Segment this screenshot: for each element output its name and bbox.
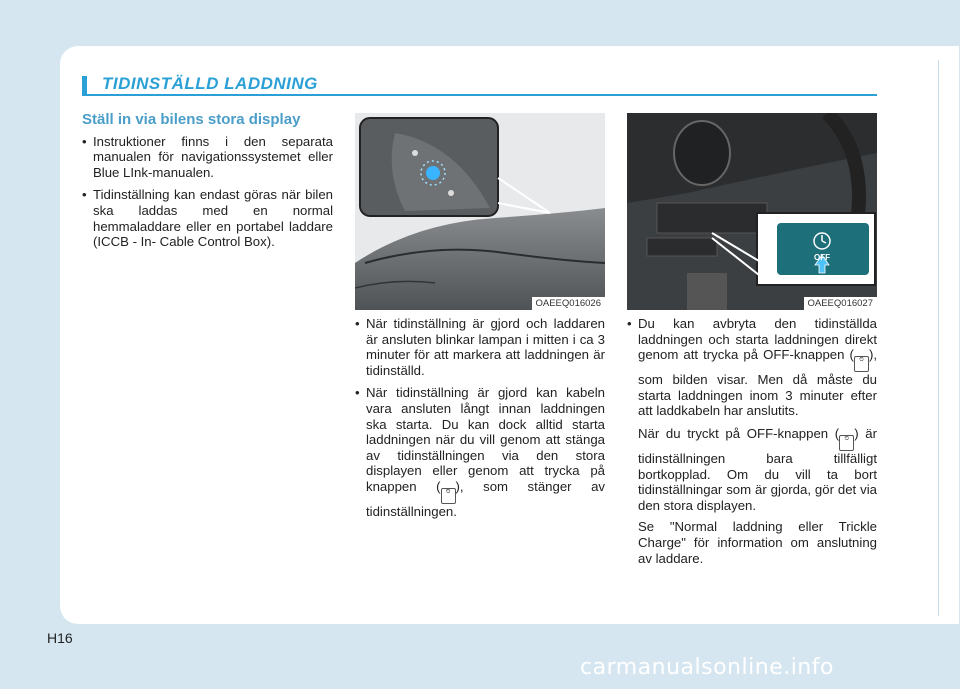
- text-segment: När tidinställning är gjord kan kabeln vara ansluten långt innan laddningen ska starta. Du kan dock alltid starta laddningen när du vill genom att stänga av tidinställningen via den stora displayen eller genom att trycka på knappen (: [366, 385, 605, 494]
- text-segment: Du kan avbryta den tidinställda laddningen och starta laddningen direkt genom att trycka på OFF-knappen (: [638, 316, 877, 363]
- charge-port-illustration: [355, 113, 605, 310]
- title-accent-bar: [82, 76, 87, 95]
- bullet-instructions: • Instruktioner finns i den separata manualen för navigationssystemet eller Blue LInk-manualen.: [82, 134, 333, 181]
- bullet-blinking-lamp: • När tidinställning är gjord och laddaren är ansluten blinkar lampan i mitten i ca 3 minuter för att markera att laddningen är tidinställd.: [355, 316, 605, 378]
- figure-code: OAEEQ016026: [532, 297, 606, 310]
- title-underline: [82, 94, 877, 96]
- left-column: [82, 112, 333, 257]
- timer-off-icon: ⏲: [441, 488, 456, 504]
- page-number: H16: [47, 630, 73, 646]
- bullet-cancel-timer: [627, 316, 877, 419]
- section-title: TIDINSTÄLLD LADDNING: [102, 74, 318, 93]
- text-segment: ) är tidinställningen bara tillfälligt bortkopplad. Om du vill ta bort tidinställningar som är gjorda, gör det via den stora displayen.: [638, 425, 877, 513]
- paragraph-reference: Se "Normal laddning eller Trickle Charge" för information om anslutning av laddare.: [638, 519, 877, 566]
- right-column: [627, 316, 877, 566]
- figure-off-button: [627, 113, 877, 310]
- timer-off-icon: ⏲: [839, 435, 854, 451]
- bullet-cable-connected: [355, 385, 605, 519]
- page-edge-line: [938, 60, 939, 616]
- timer-off-icon: ⏲: [854, 356, 869, 372]
- text-segment: ), som bilden visar. Men då måste du starta laddningen inom 3 minuter efter att laddkabeln har anslutits.: [638, 347, 877, 419]
- text-segment: När du tryckt på OFF-knappen (: [638, 425, 840, 441]
- watermark: carmanualsonline.info: [580, 655, 834, 680]
- figure-charge-port: [355, 113, 605, 310]
- bullet-charger-types: • Tidinställning kan endast göras när bilen ska laddas med en normal hemmaladdare eller en portabel laddare (ICCB - In- Cable Control Box).: [82, 187, 333, 249]
- figure-off-label: OFF: [814, 253, 830, 262]
- paragraph-temporary: [638, 426, 877, 513]
- subheading: Ställ in via bilens stora display: [82, 111, 301, 128]
- dashboard-illustration: [627, 113, 877, 310]
- text-segment: ), som stänger av tidinställningen.: [366, 478, 606, 519]
- middle-column: [355, 316, 605, 527]
- figure-code: OAEEQ016027: [804, 297, 878, 310]
- section-header: [82, 74, 877, 98]
